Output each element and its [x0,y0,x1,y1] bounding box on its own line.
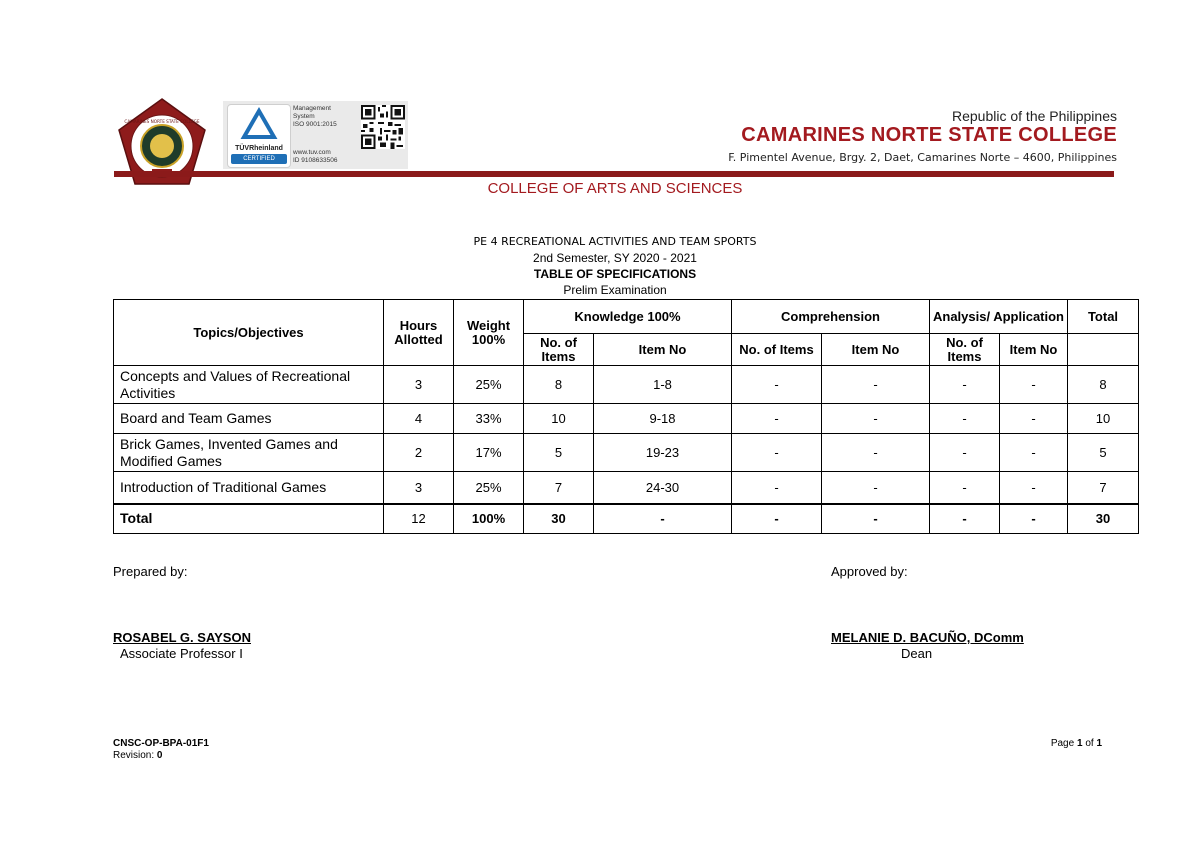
a-no-cell: - [930,434,1000,472]
c-item-cell: - [822,404,930,434]
total-k-item: - [594,504,732,534]
c-no-cell: - [732,366,822,404]
header-divider [114,171,1114,177]
a-item-cell: - [1000,434,1068,472]
topic-cell: Brick Games, Invented Games and Modified Games [114,434,384,472]
weight-cell: 25% [454,366,524,404]
total-a-item: - [1000,504,1068,534]
page-label: Page [1050,738,1075,749]
header-analysis: Analysis/ Application [930,300,1068,334]
cert-id: ID 9108633506 [293,157,338,164]
total-c-no: - [732,504,822,534]
total-hours: 12 [384,504,454,534]
header-a-item-no: Item No [1000,334,1068,366]
header-c-no-items: No. of Items [732,334,822,366]
a-item-cell: - [1000,472,1068,504]
header-topics: Topics/Objectives [114,300,384,366]
total-c-item: - [822,504,930,534]
header-a-no-items: No. of Items [930,334,1000,366]
page-total: 1 [1096,738,1102,749]
semester-line: 2nd Semester, SY 2020 - 2021 [533,251,697,265]
revision-label: Revision: [113,750,155,761]
weight-cell: 17% [454,434,524,472]
revision-line [113,750,162,761]
topic-cell: Concepts and Values of Recreational Activities [114,366,384,404]
c-no-cell: - [732,472,822,504]
topic-cell: Board and Team Games [114,404,384,434]
total-row [114,504,1139,534]
tuv-triangle-icon [228,105,290,145]
weight-cell: 33% [454,404,524,434]
republic-line: Republic of the Philippines [952,108,1117,124]
k-item-cell: 9-18 [594,404,732,434]
cert-mgmt2: System [293,113,315,120]
k-no-cell: 10 [524,404,594,434]
a-no-cell: - [930,366,1000,404]
c-item-cell: - [822,472,930,504]
total-a-no: - [930,504,1000,534]
certified-label: CERTIFIED [231,154,287,164]
grand-total: 30 [1068,504,1139,534]
header-total-empty [1068,334,1139,366]
department-name: COLLEGE OF ARTS AND SCIENCES [487,180,743,197]
tuv-logo [227,104,291,168]
k-no-cell: 7 [524,472,594,504]
k-item-cell: 1-8 [594,366,732,404]
header-total: Total [1068,300,1139,334]
page-number [1051,738,1102,749]
header-weight: Weight 100% [454,300,524,366]
page-of: of [1085,738,1094,749]
approved-by-title: Dean [901,646,933,661]
table-row [114,472,1139,504]
header-k-item-no: Item No [594,334,732,366]
total-cell: 10 [1068,404,1139,434]
hours-cell: 3 [384,472,454,504]
c-no-cell: - [732,404,822,434]
a-no-cell: - [930,472,1000,504]
a-item-cell: - [1000,404,1068,434]
page-current: 1 [1076,738,1083,749]
form-code: CNSC-OP-BPA-01F1 [113,738,209,749]
header-k-no-items: No. of Items [524,334,594,366]
approved-by-label: Approved by: [831,564,908,579]
subject-title: PE 4 RECREATIONAL ACTIVITIES AND TEAM SPORTS [473,235,757,248]
hours-cell: 2 [384,434,454,472]
qr-code-icon [361,105,405,149]
c-item-cell: - [822,366,930,404]
hours-cell: 3 [384,366,454,404]
k-no-cell: 8 [524,366,594,404]
prepared-by-label: Prepared by: [113,564,188,579]
total-k-no: 30 [524,504,594,534]
college-name: CAMARINES NORTE STATE COLLEGE [741,124,1117,146]
table-row [114,434,1139,472]
header-knowledge: Knowledge 100% [524,300,732,334]
header-hours: Hours Allotted [384,300,454,366]
k-item-cell: 24-30 [594,472,732,504]
seal-text: CAMARINES NORTE STATE COLLEGE [124,119,200,124]
document-title: TABLE OF SPECIFICATIONS [533,267,697,281]
total-cell: 5 [1068,434,1139,472]
total-label: Total [114,504,384,534]
prepared-by-title: Associate Professor I [120,646,243,661]
k-no-cell: 5 [524,434,594,472]
cert-mgmt1: Management [293,105,331,112]
exam-name: Prelim Examination [563,283,667,297]
table-row [114,404,1139,434]
cert-iso: ISO 9001:2015 [293,121,337,128]
specifications-table [113,299,1139,534]
approved-by-name: MELANIE D. BACUÑO, DComm [831,630,1024,645]
topic-cell: Introduction of Traditional Games [114,472,384,504]
hours-cell: 4 [384,404,454,434]
total-weight: 100% [454,504,524,534]
total-cell: 8 [1068,366,1139,404]
k-item-cell: 19-23 [594,434,732,472]
a-no-cell: - [930,404,1000,434]
table-row [114,366,1139,404]
weight-cell: 25% [454,472,524,504]
iso-certification-badge [223,101,408,169]
c-item-cell: - [822,434,930,472]
header-comprehension: Comprehension [732,300,930,334]
header-c-item-no: Item No [822,334,930,366]
tuv-brand: TÜVRheinland [235,145,283,152]
c-no-cell: - [732,434,822,472]
revision-value: 0 [156,750,163,761]
a-item-cell: - [1000,366,1068,404]
college-address: F. Pimentel Avenue, Brgy. 2, Daet, Camarines Norte – 4600, Philippines [728,151,1117,164]
cert-web: www.tuv.com [293,149,331,156]
prepared-by-name: ROSABEL G. SAYSON [113,630,251,645]
total-cell: 7 [1068,472,1139,504]
